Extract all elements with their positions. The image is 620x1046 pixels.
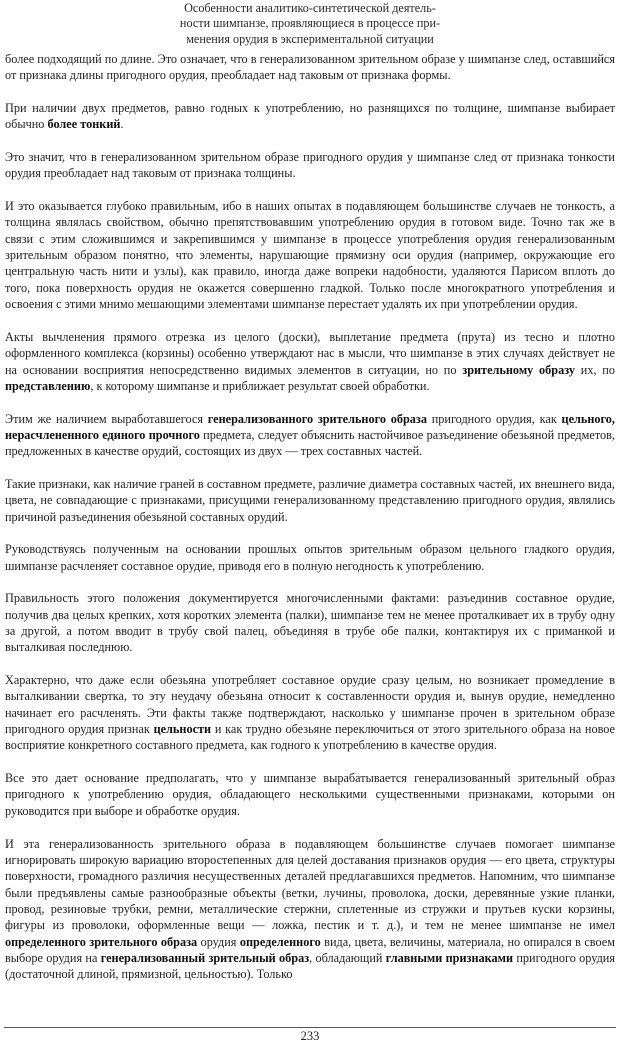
text-run: их, по [575, 362, 615, 377]
paragraph [5, 476, 615, 525]
paragraph [5, 836, 615, 983]
paragraph [5, 590, 615, 655]
running-header-line: Особенности аналитико-синтетической деятель- [184, 1, 436, 15]
bold-text-run: цельности [153, 722, 212, 737]
text-run: Акты вычленения прямого отрезка из целого (доски), выплетание предмета (прута) из тесно и плотно оформленного комплекса (корзины) особенно утверждают нас в мысли, что шимпанзе в этих случаях действует не на основании восприятия непосредственно видимых элементов в ситуации, но по [5, 329, 615, 377]
text-run: вида, цвета, величины, материала, но опирался в своем выборе орудия на [5, 934, 615, 965]
text-run: Руководствуясь полученным на основании прошлых опытов зрительным образом цельного гладкого орудия, шимпанзе расчленяет составное орудие, приводя его в полную негодность к употреблению. [5, 542, 615, 573]
paragraph [5, 149, 615, 182]
text-run: И это оказывается глубоко правильным, ибо в наших опытах в подавляющем большинстве случаев не тонкость, а толщина являлась свойством, обычно препятствовавшим употреблению орудия в готовом виде. Точно так же в связи с этим сложившимся и закрепившимся у шимпанзе в процессе употребления орудия генерализованным зрительным образом понятно, что элементы, нарушающие прямизну оси орудия (например, окружающие его центральную часть нити и узлы), как правило, иногда даже вопреки надобности, удаляются Парисом вплоть до того, пока поверхность орудия не окажется совершенно гладкой. Только после многократного употребления и освоения с этими мнимо мешающими элементами шимпанзе перестает удалять их при употреблении орудия. [5, 199, 615, 312]
bold-text-run: представлению [5, 378, 91, 393]
text-run: орудия [197, 934, 240, 949]
text-run: Все это дает основание предполагать, что у шимпанзе вырабатывается генерализованный зрительный образ пригодного к употреблению орудия, обладающего несколькими существенными признаками, которыми он руководится при выборе и обработке орудия. [5, 771, 615, 818]
paragraph [5, 411, 615, 460]
text-run: , обладающий [309, 950, 386, 965]
bold-text-run: зрительному образу [462, 362, 576, 377]
running-header-line: менения орудия в экспериментальной ситуации [186, 31, 434, 46]
text-run: Это значит, что в генерализованном зрительном образе пригодного орудия у шимпанзе след от признака тонкости орудия преобладает над таковым от признака толщины. [5, 150, 615, 181]
paragraph [5, 51, 615, 84]
paragraph [5, 672, 615, 754]
bold-text-run: определенного [239, 934, 321, 949]
paragraph [5, 198, 615, 312]
text-run: и как трудно обезьяне переключиться от этого зрительного образа на новое восприятие конкретного составного предмета, как годного к употреблению в качестве орудия. [5, 722, 615, 753]
page-body-text [5, 51, 615, 983]
paragraph [5, 770, 615, 819]
text-run: пригодного орудия (достаточной длиной, прямизной, цельностью). Только [5, 950, 616, 982]
text-run: Правильность этого положения документируется многочисленными фактами: разъединив составное орудие, получив два целых крепких, хотя коротких элемента (палки), шимпанзе тем не менее проталкивает их в трубу одну за другой, а потом вводит в трубу свой палец, объединяя в трубе обе палки, контактируя их с приманкой и выталкивая последнюю. [5, 591, 615, 655]
page-number: 233 [300, 1029, 320, 1043]
paragraph [5, 329, 615, 394]
bold-text-run: цельного, нерасчлененного единого прочного [5, 411, 615, 442]
text-run: Характерно, что даже если обезьяна употребляет составное орудие сразу целым, но возникает промедление в выталкивании свертка, то эту неудачу обезьяна относит к составленности орудия и, вынув орудие, немедленно начинает его расчленять. Эти факты также подтверждают, насколько у шимпанзе прочен в зрительном образе пригодного орудия признак [5, 673, 615, 737]
text-run: . [120, 117, 124, 132]
text-run: , к которому шимпанзе и приближает результат своей обработки. [90, 378, 430, 393]
running-header-line: ности шимпанзе, проявляющиеся в процессе при- [179, 16, 441, 31]
bold-text-run: генерализованный зрительный образ [100, 950, 310, 965]
bold-text-run: генерализованного зрительного образа [207, 411, 427, 426]
paragraph [5, 100, 615, 133]
bold-text-run: главными признаками [385, 950, 514, 965]
text-run: Этим же наличием выработавшегося [5, 411, 208, 426]
text-run: Такие признаки, как наличие граней в составном предмете, различие диаметра составных частей, их внешнего вида, цвета, не совпадающие с признаками, присущими генерализованному представлению пригодного орудия, являлись причиной разъединения обезьяной составных орудий. [5, 476, 615, 524]
footer-rule [4, 1027, 616, 1028]
running-header [150, 1, 470, 47]
bold-text-run: более тонкий [47, 117, 121, 132]
bold-text-run: определенного зрительного образа [5, 934, 198, 949]
text-run: более подходящий по длине. Это означает, что в генерализованном зрительном образе у шимпанзе след, оставшийся от признака длины пригодного орудия, преобладает над таковым от признака формы. [5, 52, 615, 83]
text-run: И эта генерализованность зрительного образа в подавляющем большинстве случаев помогает шимпанзе игнорировать широкую вариацию второстепенных для целей доставания признаков орудия — его цвета, структуры поверхности, громадного различия несущественных деталей предлагавшихся предметов. Напомним, что шимпанзе были предъявлены самые разнообразные объекты (ветки, лучины, проволока, доски, деревянные узкие планки, провод, резиновые трубки, ремни, металлические стержни, сплетенные из стружки и прутьев куски корзины, фигуры из проволоки, оформленные вещи — ложка, пестик и т. д.), и тем не менее шимпанзе не имел [5, 836, 615, 933]
paragraph [5, 541, 615, 574]
text-run: пригодного орудия, как [426, 411, 562, 426]
text-run: При наличии двух предметов, равно годных к употреблению, но разнящихся по толщине, шимпанзе выбирает обычно [5, 101, 615, 132]
text-run: предмета, следует объяснить настойчивое разъединение обезьяной предметов, предложенных в качестве орудий, состоящих из двух — трех составных частей. [5, 427, 615, 459]
